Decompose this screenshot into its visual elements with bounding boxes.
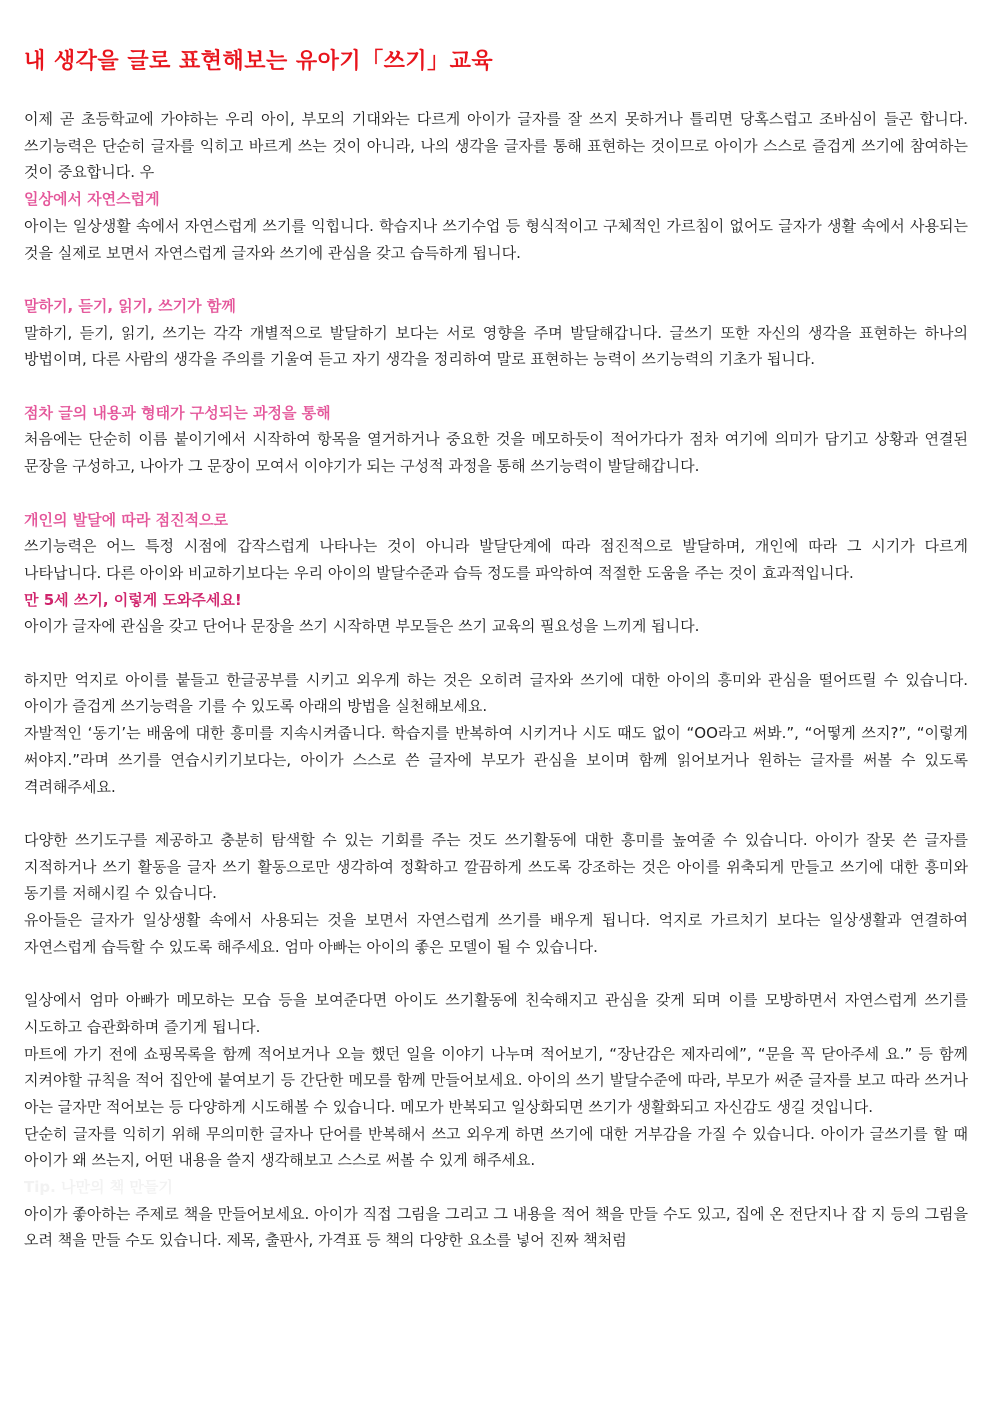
paragraph-gap bbox=[24, 640, 968, 667]
section-paragraph: 하지만 억지로 아이를 붙들고 한글공부를 시키고 외우게 하는 것은 오히려 글자와 쓰기에 대한 아이의 흥미와 관심을 떨어뜨릴 수 있습니다. 아이가 즐겁게 쓰기능력을 기를 수 있도록 아래의 방법을 실천해보세요. bbox=[24, 670, 968, 716]
section-paragraph: 아이가 좋아하는 주제로 책을 만들어보세요. 아이가 직접 그림을 그리고 그 내용을 적어 책을 만들 수도 있고, 집에 온 전단지나 잡 지 등의 그림을 오려 책을 만들 수도 있습니다. 제목, 출판사, 가격표 등 책의 다양한 요소를 넣어 진짜 책처럼 bbox=[24, 1204, 968, 1250]
section-heading-language-skills: 말하기, 듣기, 읽기, 쓰기가 함께 bbox=[24, 296, 236, 315]
section-paragraph: 유아들은 글자가 일상생활 속에서 사용되는 것을 보면서 자연스럽게 쓰기를 배우게 됩니다. 억지로 가르치기 보다는 일상생활과 연결하여 자연스럽게 습득할 수 있도록 해주세요. 엄마 아빠는 아이의 좋은 모델이 될 수 있습니다. bbox=[24, 911, 968, 956]
paragraph-gap bbox=[24, 373, 968, 400]
section-heading-tip-book: Tip. 나만의 책 만들기 bbox=[24, 1178, 173, 1197]
section-heading-individual-development: 개인의 발달에 따라 점진적으로 bbox=[24, 510, 229, 529]
paragraph-gap bbox=[24, 800, 968, 827]
section-paragraph: 처음에는 단순히 이름 붙이기에서 시작하여 항목을 열거하거나 중요한 것을 메모하듯이 적어가다가 점차 여기에 의미가 담기고 상황과 연결된 문장을 구성하고, 나아가 그 문장이 모여서 이야기가 되는 구성적 과정을 통해 쓰기능력이 발달해갑니다. bbox=[24, 430, 968, 476]
intro-paragraph: 이제 곧 초등학교에 가야하는 우리 아이, 부모의 기대와는 다르게 아이가 글자를 잘 쓰지 못하거나 틀리면 당혹스럽고 조바심이 들곤 합니다. 쓰기능력은 단순히 글자를 익히고 바르게 쓰는 것이 아니라, 나의 생각을 글자를 통해 표현하는 것이므로 아이가 스스로 즐겁게 쓰기에 참여하는 것이 중요합니다. 우 bbox=[24, 110, 968, 182]
section-paragraph: 자발적인 ‘동기’는 배움에 대한 흥미를 지속시켜줍니다. 학습지를 반복하여 시키거나 시도 때도 없이 “OO라고 써봐.”, “어떻게 쓰지?”, “이렇게 써야지.”라며 쓰기를 연습시키기보다는, 아이가 스스로 쓴 글자에 부모가 관심을 보이며 함께 읽어보거나 원하는 글자를 써볼 수 있도록 격려해주세요. bbox=[24, 724, 968, 796]
section-paragraph: 쓰기능력은 어느 특정 시점에 갑작스럽게 나타나는 것이 아니라 발달단계에 따라 점진적으로 발달하며, 개인에 따라 그 시기가 다르게 나타납니다. 다른 아이와 비교하기보다는 우리 아이의 발달수준과 습득 정도를 파악하여 적절한 도움을 주는 것이 효과적입니다. bbox=[24, 537, 968, 582]
page-title: 내 생각을 글로 표현해보는 유아기「쓰기」교육 bbox=[24, 49, 494, 74]
paragraph-gap bbox=[24, 960, 968, 987]
paragraph-gap bbox=[24, 480, 968, 507]
section-paragraph: 다양한 쓰기도구를 제공하고 충분히 탐색할 수 있는 기회를 주는 것도 쓰기활동에 대한 흥미를 높여줄 수 있습니다. 아이가 잘못 쓴 글자를 지적하거나 쓰기 활동을 글자 쓰기 활동으로만 생각하여 정확하고 깔끔하게 쓰도록 강조하는 것은 아이를 위축되게 만들고 쓰기에 대한 흥미와 동기를 저해시킬 수 있습니다. bbox=[24, 830, 968, 903]
section-heading-composition-process: 점차 글의 내용과 형태가 구성되는 과정을 통해 bbox=[24, 403, 331, 422]
section-paragraph: 일상에서 엄마 아빠가 메모하는 모습 등을 보여준다면 아이도 쓰기활동에 친숙해지고 관심을 갖게 되며 이를 모방하면서 자연스럽게 쓰기를 시도하고 습관화하며 즐기게 됩니다. bbox=[24, 991, 968, 1036]
section-paragraph: 마트에 가기 전에 쇼핑목록을 함께 적어보거나 오늘 했던 일을 이야기 나누며 적어보기, “장난감은 제자리에”, “문을 꼭 닫아주세 요.” 등 함께 지켜야할 규칙을 적어 집안에 붙여보기 등 간단한 메모를 함께 만들어보세요. 아이의 쓰기 발달수준에 따라, 부모가 써준 글자를 보고 따라 쓰거나 아는 글자만 적어보는 등 다양하게 시도해볼 수 있습니다. 메모가 반복되고 일상화되면 쓰기가 생활화되고 자신감도 생길 것입니다. bbox=[24, 1044, 968, 1116]
section-paragraph: 단순히 글자를 익히기 위해 무의미한 글자나 단어를 반복해서 쓰고 외우게 하면 쓰기에 대한 거부감을 가질 수 있습니다. 아이가 글쓰기를 할 때 아이가 왜 쓰는지, 어떤 내용을 쓸지 생각해보고 스스로 써볼 수 있게 해주세요. bbox=[24, 1124, 968, 1170]
section-paragraph: 아이가 글자에 관심을 갖고 단어나 문장을 쓰기 시작하면 부모들은 쓰기 교육의 필요성을 느끼게 됩니다. bbox=[24, 617, 700, 636]
section-heading-daily-life: 일상에서 자연스럽게 bbox=[24, 190, 160, 209]
article-body bbox=[24, 106, 968, 1254]
paragraph-gap bbox=[24, 266, 968, 293]
section-heading-how-to-help: 만 5세 쓰기, 이렇게 도와주세요! bbox=[24, 590, 242, 609]
section-paragraph: 아이는 일상생활 속에서 자연스럽게 쓰기를 익힙니다. 학습지나 쓰기수업 등 형식적이고 구체적인 가르침이 없어도 글자가 생활 속에서 사용되는 것을 실제로 보면서 자연스럽게 글자와 쓰기에 관심을 갖고 습득하게 됩니다. bbox=[24, 216, 968, 262]
section-paragraph: 말하기, 듣기, 읽기, 쓰기는 각각 개별적으로 발달하기 보다는 서로 영향을 주며 발달해갑니다. 글쓰기 또한 자신의 생각을 표현하는 하나의 방법이며, 다른 사람의 생각을 주의를 기울여 듣고 자기 생각을 정리하여 말로 표현하는 능력이 쓰기능력의 기초가 됩니다. bbox=[24, 323, 968, 369]
